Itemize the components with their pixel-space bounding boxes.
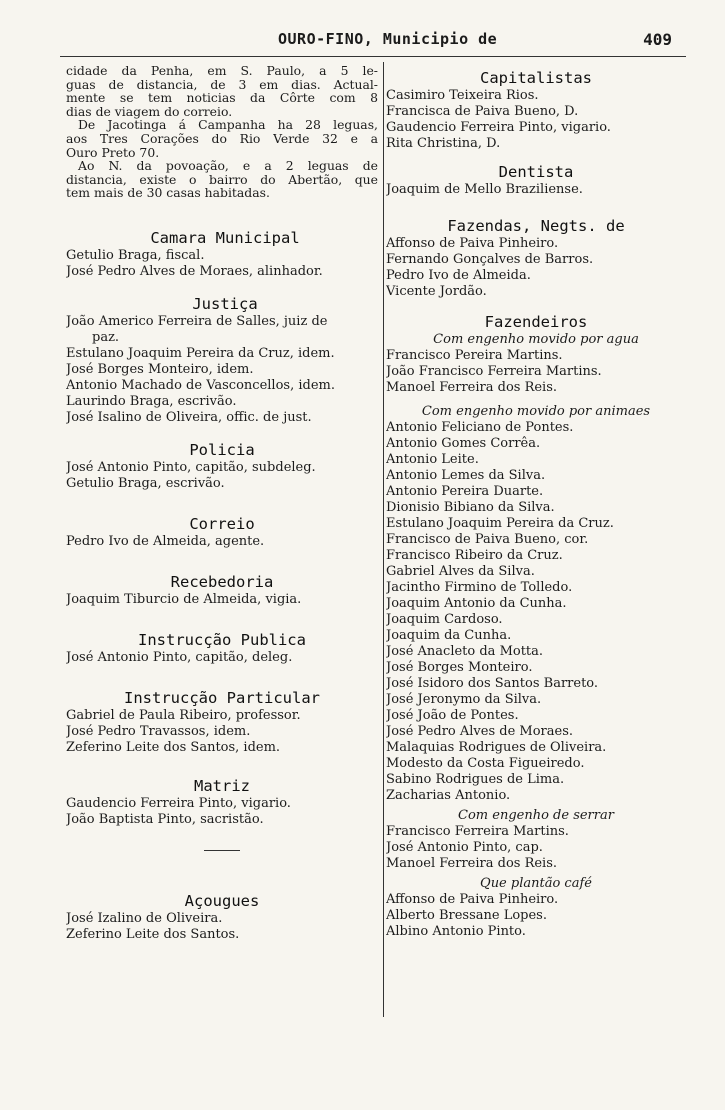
list-item: José Jeronymo da Silva.: [386, 692, 542, 707]
list-item: Pedro Ivo de Almeida, agente.: [66, 533, 265, 549]
list-item: Francisco de Paiva Bueno, cor.: [386, 532, 589, 547]
list-item: Laurindo Braga, escrivão.: [66, 393, 237, 409]
right-column: [386, 68, 686, 940]
list-item: Francisca de Paiva Bueno, D.: [386, 104, 579, 119]
text-line: dias de viagem do correio.: [66, 103, 233, 119]
section-heading-recebedoria: Recebedoria: [170, 572, 274, 591]
list-item: José Isalino de Oliveira, offic. de just.: [66, 409, 312, 425]
list-item: João Francisco Ferreira Martins.: [386, 364, 602, 379]
list-item: Francisco Ferreira Martins.: [386, 824, 569, 839]
text-line: guas de distancia, de 3 em dias. Actual-: [66, 76, 378, 92]
list-item: José Borges Monteiro, idem.: [66, 361, 254, 377]
section-heading-camara: Camara Municipal: [150, 228, 300, 247]
list-item: Malaquias Rodrigues de Oliveira.: [386, 740, 607, 755]
section-heading-fazendas: Fazendas, Negts. de: [447, 217, 625, 235]
list-item: José Borges Monteiro.: [386, 660, 533, 675]
list-item: Antonio Lemes da Silva.: [386, 468, 546, 483]
list-item: Antonio Leite.: [386, 452, 479, 467]
list-item: Gabriel Alves da Silva.: [386, 564, 535, 579]
section-heading-capitalistas: Capitalistas: [480, 69, 592, 87]
list-item: Estulano Joaquim Pereira da Cruz, idem.: [66, 345, 335, 361]
text-line: Ouro Preto 70.: [66, 144, 160, 160]
list-item: Manoel Ferreira dos Reis.: [386, 380, 558, 395]
section-heading-correio: Correio: [189, 514, 255, 533]
column-divider: [383, 62, 384, 1017]
list-item: Fernando Gonçalves de Barros.: [386, 252, 594, 267]
list-item: José Antonio Pinto, capitão, subdeleg.: [66, 459, 316, 475]
page-number: 409: [643, 30, 672, 49]
list-item: Francisco Pereira Martins.: [386, 348, 563, 363]
list-item: José João de Pontes.: [386, 708, 519, 723]
list-item: Vicente Jordão.: [386, 284, 487, 299]
list-item: Gaudencio Ferreira Pinto, vigario.: [386, 120, 611, 135]
list-item: Alberto Bressane Lopes.: [386, 908, 547, 923]
section-heading-matriz: Matriz: [194, 776, 250, 795]
subheading: Com engenho de serrar: [458, 808, 614, 823]
list-item: Antonio Gomes Corrêa.: [386, 436, 541, 451]
section-heading-justica: Justiça: [192, 294, 258, 313]
list-item: Affonso de Paiva Pinheiro.: [386, 236, 559, 251]
text-line: distancia, existe o bairro do Abertão, que: [66, 171, 378, 187]
section-heading-instruccao-publica: Instrucção Publica: [138, 630, 306, 649]
list-item: Joaquim da Cunha.: [386, 628, 512, 643]
list-item: José Pedro Alves de Moraes, alinhador.: [66, 263, 323, 279]
list-item: Estulano Joaquim Pereira da Cruz.: [386, 516, 614, 531]
text-line: De Jacotinga á Campanha ha 28 leguas,: [78, 117, 378, 133]
page-header: [60, 30, 680, 54]
list-item: Joaquim de Mello Braziliense.: [386, 182, 583, 197]
text-line: Ao N. da povoação, e a 2 leguas de: [78, 158, 378, 174]
text-line: aos Tres Corações do Rio Verde 32 e a: [66, 130, 378, 146]
list-item: Pedro Ivo de Almeida.: [386, 268, 531, 283]
list-item: Getulio Braga, fiscal.: [66, 247, 205, 263]
section-heading-fazendeiros: Fazendeiros: [484, 313, 588, 331]
list-item: José Isidoro dos Santos Barreto.: [386, 676, 599, 691]
list-item: José Pedro Alves de Moraes.: [386, 724, 574, 739]
text-line: cidade da Penha, em S. Paulo, a 5 le-: [66, 63, 378, 78]
list-item: Affonso de Paiva Pinheiro.: [386, 892, 559, 907]
list-item: Sabino Rodrigues de Lima.: [386, 772, 565, 787]
list-item: Getulio Braga, escrivão.: [66, 475, 225, 491]
subheading: Com engenho movido por agua: [433, 332, 639, 347]
list-item: Joaquim Cardoso.: [386, 612, 503, 627]
list-item: José Antonio Pinto, capitão, deleg.: [66, 649, 293, 665]
list-item: Antonio Pereira Duarte.: [386, 484, 544, 499]
list-item: Manoel Ferreira dos Reis.: [386, 856, 558, 871]
list-item: João Baptista Pinto, sacristão.: [66, 811, 264, 827]
list-item: Zeferino Leite dos Santos, idem.: [66, 739, 281, 755]
text-line: tem mais de 30 casas habitadas.: [66, 185, 270, 201]
subheading: Que plantão café: [480, 876, 592, 891]
list-item: Modesto da Costa Figueiredo.: [386, 756, 585, 771]
left-column: [66, 64, 378, 943]
list-item: Zeferino Leite dos Santos.: [66, 926, 240, 942]
subheading: Com engenho movido por animaes: [421, 404, 651, 419]
list-item: Joaquim Antonio da Cunha.: [386, 596, 567, 611]
list-item: José Antonio Pinto, cap.: [386, 840, 543, 855]
section-heading-dentista: Dentista: [498, 163, 574, 181]
list-item: Gaudencio Ferreira Pinto, vigario.: [66, 795, 291, 811]
list-item: João Americo Ferreira de Salles, juiz de: [66, 313, 328, 329]
section-heading-policia: Policia: [189, 440, 255, 459]
list-item: Jacintho Firmino de Tolledo.: [386, 580, 573, 595]
header-rule: [60, 56, 686, 57]
list-item: José Anacleto da Motta.: [386, 644, 544, 659]
section-heading-instruccao-particular: Instrucção Particular: [124, 688, 320, 707]
list-item: paz.: [92, 329, 120, 345]
list-item: Dionisio Bibiano da Silva.: [386, 500, 555, 515]
list-item: José Pedro Travassos, idem.: [66, 723, 251, 739]
list-item: Casimiro Teixeira Rios.: [386, 88, 539, 103]
intro-paragraph: [66, 64, 378, 200]
list-item: Joaquim Tiburcio de Almeida, vigia.: [66, 591, 302, 607]
list-item: Gabriel de Paula Ribeiro, professor.: [66, 707, 301, 723]
list-item: José Izalino de Oliveira.: [66, 910, 223, 926]
list-item: Antonio Feliciano de Pontes.: [386, 420, 574, 435]
list-item: Francisco Ribeiro da Cruz.: [386, 548, 563, 563]
list-item: Antonio Machado de Vasconcellos, idem.: [66, 377, 335, 393]
running-title: OURO-FINO, Municipio de: [278, 30, 498, 48]
list-item: Albino Antonio Pinto.: [386, 924, 526, 939]
section-heading-acougues: Açougues: [184, 891, 260, 910]
list-item: Zacharias Antonio.: [386, 788, 511, 803]
text-line: mente se tem noticias da Côrte com 8: [66, 90, 378, 106]
list-item: Rita Christina, D.: [386, 136, 501, 151]
